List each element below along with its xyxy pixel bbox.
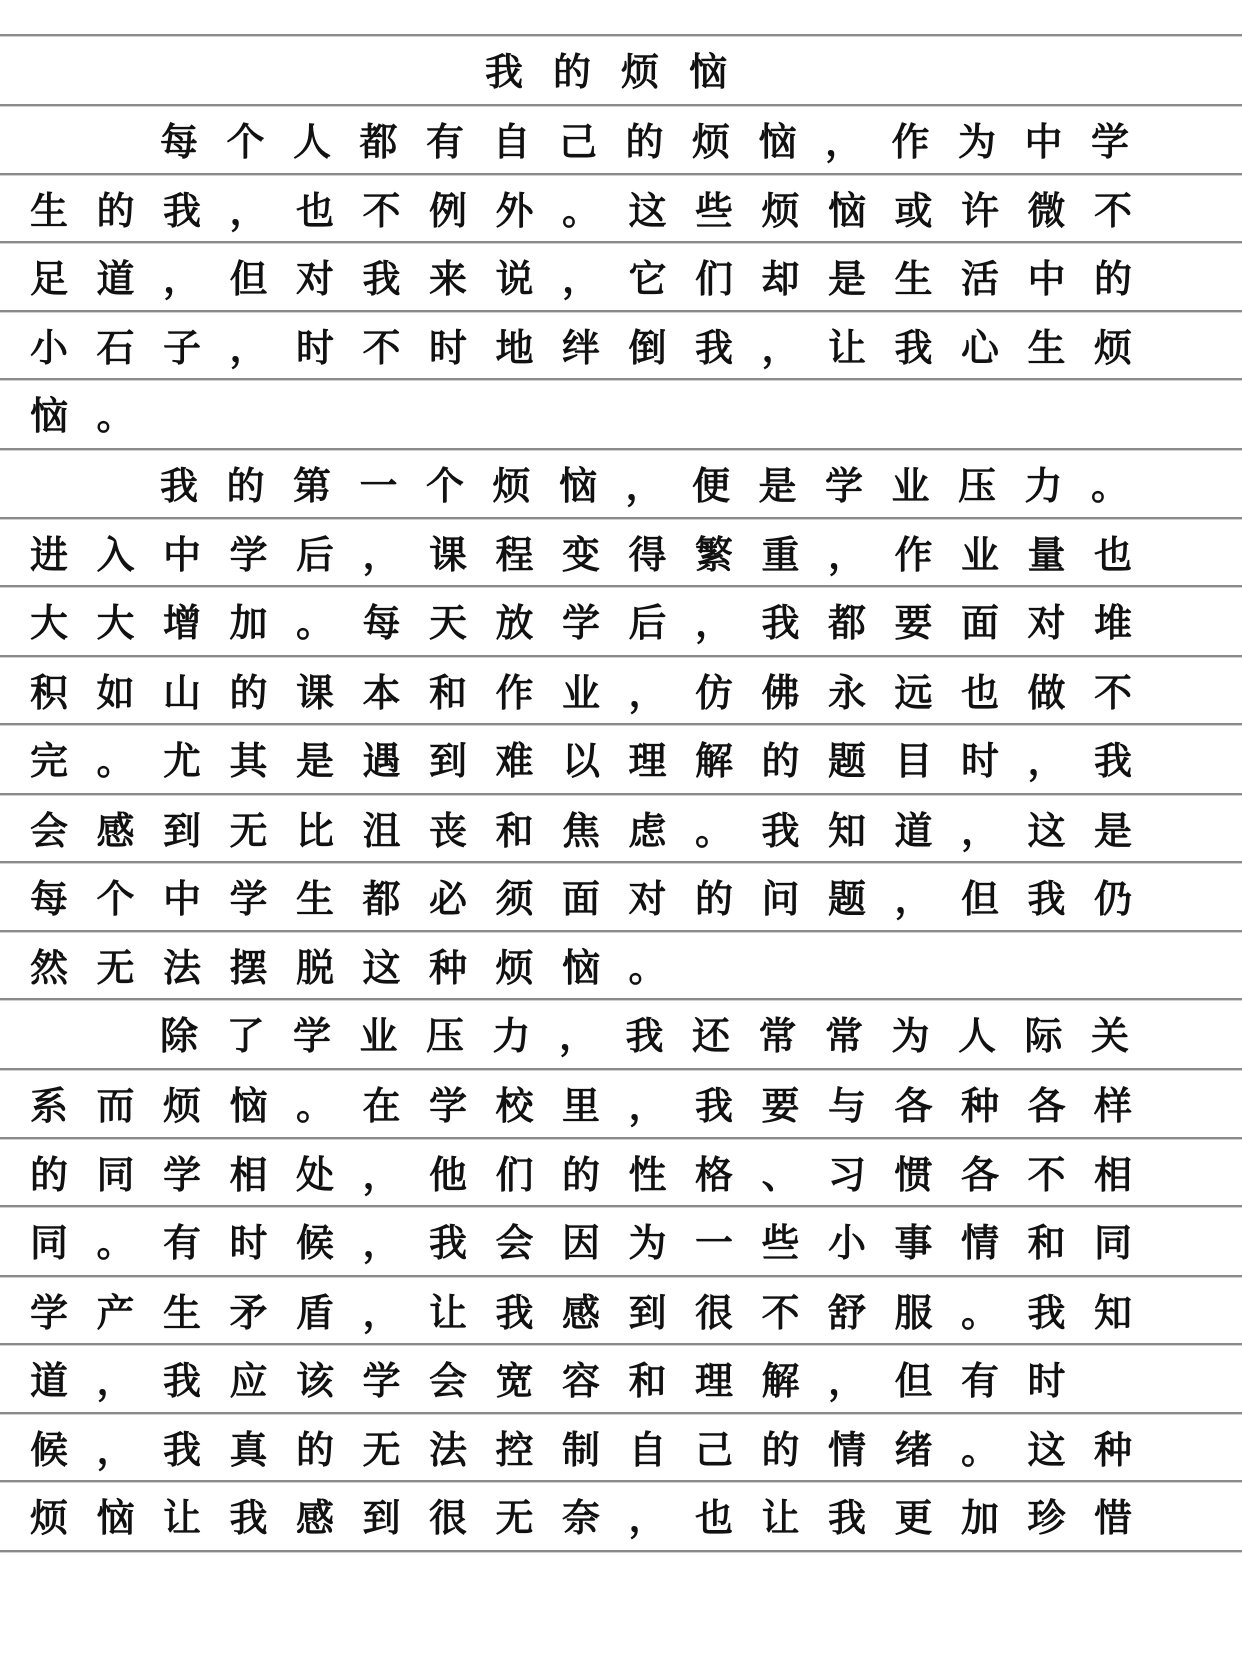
line-text: 积如山的课本和作业，仿佛永远也做不: [30, 670, 1161, 715]
line-text: 小石子，时不时地绊倒我，让我心生烦: [30, 325, 1161, 370]
line-text: 除了学业压力，我还常常为人际关: [160, 1013, 1158, 1058]
line-text: 的同学相处，他们的性格、习惯各不相: [30, 1152, 1161, 1197]
line-text: 然无法摆脱这种烦恼。: [30, 945, 696, 990]
text-line: [0, 106, 1242, 178]
line-text: 道，我应该学会宽容和理解，但有时: [30, 1358, 1095, 1403]
text-line: [0, 1000, 1242, 1072]
line-text: 同。有时候，我会因为一些小事情和同: [30, 1220, 1161, 1265]
line-text: 恼。: [30, 393, 164, 438]
line-text: 大大增加。每天放学后，我都要面对堆: [30, 600, 1161, 645]
text-line: [0, 932, 1242, 1004]
text-line: [0, 1070, 1242, 1142]
text-line: [0, 657, 1242, 729]
text-line: [0, 380, 1242, 452]
text-line: [0, 1139, 1242, 1211]
text-line: [0, 312, 1242, 384]
text-line: [0, 1207, 1242, 1279]
line-text: 每个人都有自己的烦恼，作为中学: [160, 119, 1158, 164]
line-text: 完。尤其是遇到难以理解的题目时，我: [30, 738, 1161, 783]
essay-title: 我的烦恼: [484, 49, 757, 94]
text-line: [0, 1345, 1242, 1417]
line-text: 学产生矛盾，让我感到很不舒服。我知: [30, 1290, 1161, 1335]
text-line: [0, 725, 1242, 797]
line-text: 足道，但对我来说，它们却是生活中的: [30, 256, 1161, 301]
line-text: 每个中学生都必须面对的问题，但我仍: [30, 876, 1161, 921]
line-text: 生的我，也不例外。这些烦恼或许微不: [30, 188, 1161, 233]
text-line: [0, 1277, 1242, 1349]
line-text: 我的第一个烦恼，便是学业压力。: [160, 463, 1158, 508]
line-text: 系而烦恼。在学校里，我要与各种各样: [30, 1083, 1161, 1128]
text-line: [0, 1482, 1242, 1554]
text-line: [0, 863, 1242, 935]
line-text: 候，我真的无法控制自己的情绪。这种: [30, 1427, 1161, 1472]
text-line: [0, 175, 1242, 247]
text-line: [0, 587, 1242, 659]
text-line: [0, 519, 1242, 591]
text-line: [0, 243, 1242, 315]
line-text: 进入中学后，课程变得繁重，作业量也: [30, 532, 1161, 577]
text-line: [0, 1414, 1242, 1486]
line-text: 烦恼让我感到很无奈，也让我更加珍惜: [30, 1495, 1161, 1540]
line-text: 会感到无比沮丧和焦虑。我知道，这是: [30, 808, 1161, 853]
text-line: [0, 450, 1242, 522]
text-line: [0, 795, 1242, 867]
essay-title-row: [0, 36, 1242, 108]
